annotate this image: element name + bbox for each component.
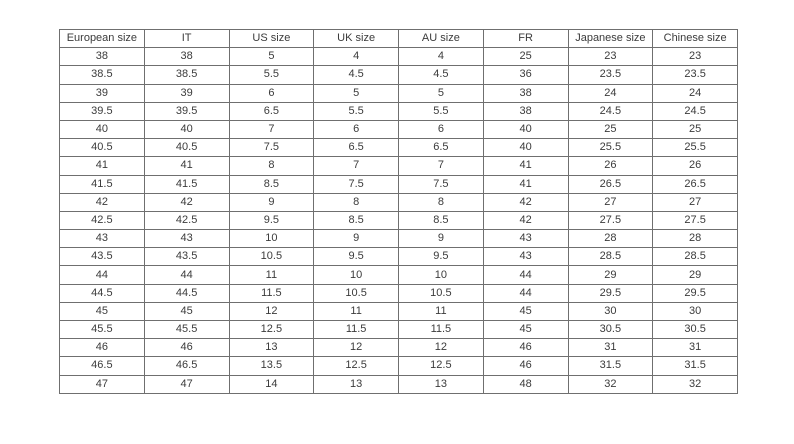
table-cell: 12.5 [314, 357, 399, 375]
table-cell: 29.5 [568, 284, 653, 302]
table-cell: 6.5 [314, 139, 399, 157]
table-cell: 23.5 [653, 66, 738, 84]
table-row [60, 139, 738, 157]
table-cell: 32 [568, 375, 653, 393]
table-cell: 5.5 [314, 102, 399, 120]
table-cell: 13.5 [229, 357, 314, 375]
table-cell: 6.5 [229, 102, 314, 120]
table-cell: 8.5 [399, 211, 484, 229]
table-cell: 25 [483, 48, 568, 66]
table-cell: 39.5 [144, 102, 229, 120]
table-cell: 7.5 [399, 175, 484, 193]
table-cell: 47 [144, 375, 229, 393]
table-cell: 42.5 [144, 211, 229, 229]
size-conversion-table [59, 29, 738, 394]
table-cell: 10 [229, 230, 314, 248]
table-cell: 26 [653, 157, 738, 175]
table-cell: 9 [399, 230, 484, 248]
table-cell: 40 [483, 139, 568, 157]
table-cell: 14 [229, 375, 314, 393]
table-cell: 28 [568, 230, 653, 248]
table-cell: 42 [483, 211, 568, 229]
table-cell: 42.5 [60, 211, 145, 229]
table-cell: 45 [483, 321, 568, 339]
table-cell: 46.5 [144, 357, 229, 375]
table-cell: 13 [229, 339, 314, 357]
table-cell: 13 [314, 375, 399, 393]
table-cell: 41.5 [60, 175, 145, 193]
table-cell: 44.5 [60, 284, 145, 302]
table-cell: 44 [144, 266, 229, 284]
table-cell: 28 [653, 230, 738, 248]
column-header: AU size [399, 30, 484, 48]
table-header-row [60, 30, 738, 48]
table-cell: 30 [653, 302, 738, 320]
table-cell: 24 [653, 84, 738, 102]
table-cell: 28.5 [653, 248, 738, 266]
table-cell: 27 [568, 193, 653, 211]
table-cell: 10 [399, 266, 484, 284]
table-cell: 8 [314, 193, 399, 211]
table-cell: 31.5 [653, 357, 738, 375]
table-cell: 8.5 [314, 211, 399, 229]
table-cell: 43.5 [60, 248, 145, 266]
table-cell: 11.5 [229, 284, 314, 302]
table-cell: 12 [399, 339, 484, 357]
table-cell: 7 [399, 157, 484, 175]
table-row [60, 84, 738, 102]
table-cell: 40 [60, 120, 145, 138]
table-cell: 6 [229, 84, 314, 102]
table-cell: 11.5 [399, 321, 484, 339]
table-cell: 31 [568, 339, 653, 357]
table-cell: 40 [144, 120, 229, 138]
table-row [60, 302, 738, 320]
table-cell: 29.5 [653, 284, 738, 302]
table-cell: 7.5 [229, 139, 314, 157]
table-cell: 45 [60, 302, 145, 320]
table-cell: 32 [653, 375, 738, 393]
table-cell: 9.5 [229, 211, 314, 229]
table-cell: 8.5 [229, 175, 314, 193]
table-cell: 23 [653, 48, 738, 66]
table-cell: 45 [144, 302, 229, 320]
table-cell: 24.5 [568, 102, 653, 120]
column-header: IT [144, 30, 229, 48]
table-cell: 45.5 [60, 321, 145, 339]
table-row [60, 248, 738, 266]
table-cell: 6 [314, 120, 399, 138]
table-cell: 4.5 [314, 66, 399, 84]
table-cell: 41 [60, 157, 145, 175]
table-cell: 44 [60, 266, 145, 284]
table-cell: 46 [483, 357, 568, 375]
table-cell: 23 [568, 48, 653, 66]
table-cell: 29 [653, 266, 738, 284]
table-cell: 31 [653, 339, 738, 357]
table-cell: 12.5 [399, 357, 484, 375]
table-cell: 24 [568, 84, 653, 102]
table-cell: 27 [653, 193, 738, 211]
table-cell: 30.5 [568, 321, 653, 339]
table-cell: 27.5 [568, 211, 653, 229]
table-cell: 42 [144, 193, 229, 211]
table-row [60, 357, 738, 375]
table-cell: 10.5 [229, 248, 314, 266]
table-cell: 45.5 [144, 321, 229, 339]
table-cell: 26.5 [568, 175, 653, 193]
table-cell: 23.5 [568, 66, 653, 84]
table-row [60, 102, 738, 120]
table-cell: 43 [483, 248, 568, 266]
table-cell: 5 [229, 48, 314, 66]
column-header: European size [60, 30, 145, 48]
table-cell: 39.5 [60, 102, 145, 120]
table-cell: 5 [399, 84, 484, 102]
table-cell: 27.5 [653, 211, 738, 229]
table-cell: 38.5 [60, 66, 145, 84]
table-cell: 43 [144, 230, 229, 248]
table-cell: 46.5 [60, 357, 145, 375]
table-row [60, 211, 738, 229]
table-cell: 44 [483, 266, 568, 284]
table-cell: 43.5 [144, 248, 229, 266]
table-cell: 40.5 [60, 139, 145, 157]
table-row [60, 48, 738, 66]
table-cell: 39 [144, 84, 229, 102]
table-cell: 11.5 [314, 321, 399, 339]
table-cell: 28.5 [568, 248, 653, 266]
table-cell: 10 [314, 266, 399, 284]
table-cell: 40.5 [144, 139, 229, 157]
table-cell: 12.5 [229, 321, 314, 339]
table-cell: 38.5 [144, 66, 229, 84]
table-cell: 42 [483, 193, 568, 211]
table-row [60, 375, 738, 393]
table-cell: 9.5 [314, 248, 399, 266]
table-cell: 8 [399, 193, 484, 211]
table-cell: 25 [568, 120, 653, 138]
table-cell: 5.5 [229, 66, 314, 84]
table-row [60, 157, 738, 175]
table-cell: 47 [60, 375, 145, 393]
table-cell: 46 [60, 339, 145, 357]
table-cell: 4 [399, 48, 484, 66]
column-header: UK size [314, 30, 399, 48]
table-cell: 9 [229, 193, 314, 211]
table-cell: 38 [60, 48, 145, 66]
table-cell: 5 [314, 84, 399, 102]
table-row [60, 193, 738, 211]
table-cell: 11 [399, 302, 484, 320]
table-cell: 12 [229, 302, 314, 320]
table-cell: 11 [229, 266, 314, 284]
table-cell: 9.5 [399, 248, 484, 266]
table-cell: 43 [60, 230, 145, 248]
table-cell: 25.5 [568, 139, 653, 157]
table-row [60, 339, 738, 357]
table-cell: 29 [568, 266, 653, 284]
column-header: Chinese size [653, 30, 738, 48]
table-cell: 38 [483, 84, 568, 102]
table-row [60, 230, 738, 248]
table-cell: 31.5 [568, 357, 653, 375]
column-header: Japanese size [568, 30, 653, 48]
table-cell: 4 [314, 48, 399, 66]
table-row [60, 284, 738, 302]
table-cell: 48 [483, 375, 568, 393]
table-row [60, 66, 738, 84]
table-cell: 41 [483, 175, 568, 193]
table-cell: 24.5 [653, 102, 738, 120]
table-cell: 41.5 [144, 175, 229, 193]
table-cell: 43 [483, 230, 568, 248]
table-cell: 46 [144, 339, 229, 357]
table-cell: 9 [314, 230, 399, 248]
table-cell: 44.5 [144, 284, 229, 302]
table-cell: 44 [483, 284, 568, 302]
table-cell: 41 [144, 157, 229, 175]
table-cell: 36 [483, 66, 568, 84]
table-cell: 8 [229, 157, 314, 175]
table-cell: 41 [483, 157, 568, 175]
table-header [60, 30, 738, 48]
table-cell: 45 [483, 302, 568, 320]
table-cell: 25 [653, 120, 738, 138]
table-cell: 12 [314, 339, 399, 357]
table-cell: 25.5 [653, 139, 738, 157]
table-cell: 26.5 [653, 175, 738, 193]
table-cell: 6.5 [399, 139, 484, 157]
table-cell: 7.5 [314, 175, 399, 193]
table-row [60, 266, 738, 284]
table-cell: 30 [568, 302, 653, 320]
table-cell: 11 [314, 302, 399, 320]
table-cell: 7 [229, 120, 314, 138]
table-cell: 4.5 [399, 66, 484, 84]
table-cell: 26 [568, 157, 653, 175]
table-cell: 7 [314, 157, 399, 175]
table-row [60, 120, 738, 138]
table-cell: 38 [144, 48, 229, 66]
table-cell: 38 [483, 102, 568, 120]
table-cell: 30.5 [653, 321, 738, 339]
table-cell: 40 [483, 120, 568, 138]
table-cell: 13 [399, 375, 484, 393]
table-body [60, 48, 738, 394]
table-row [60, 321, 738, 339]
column-header: FR [483, 30, 568, 48]
table-row [60, 175, 738, 193]
table-cell: 42 [60, 193, 145, 211]
table-cell: 5.5 [399, 102, 484, 120]
table-cell: 10.5 [399, 284, 484, 302]
column-header: US size [229, 30, 314, 48]
table-cell: 10.5 [314, 284, 399, 302]
table-cell: 46 [483, 339, 568, 357]
table-cell: 6 [399, 120, 484, 138]
table-cell: 39 [60, 84, 145, 102]
